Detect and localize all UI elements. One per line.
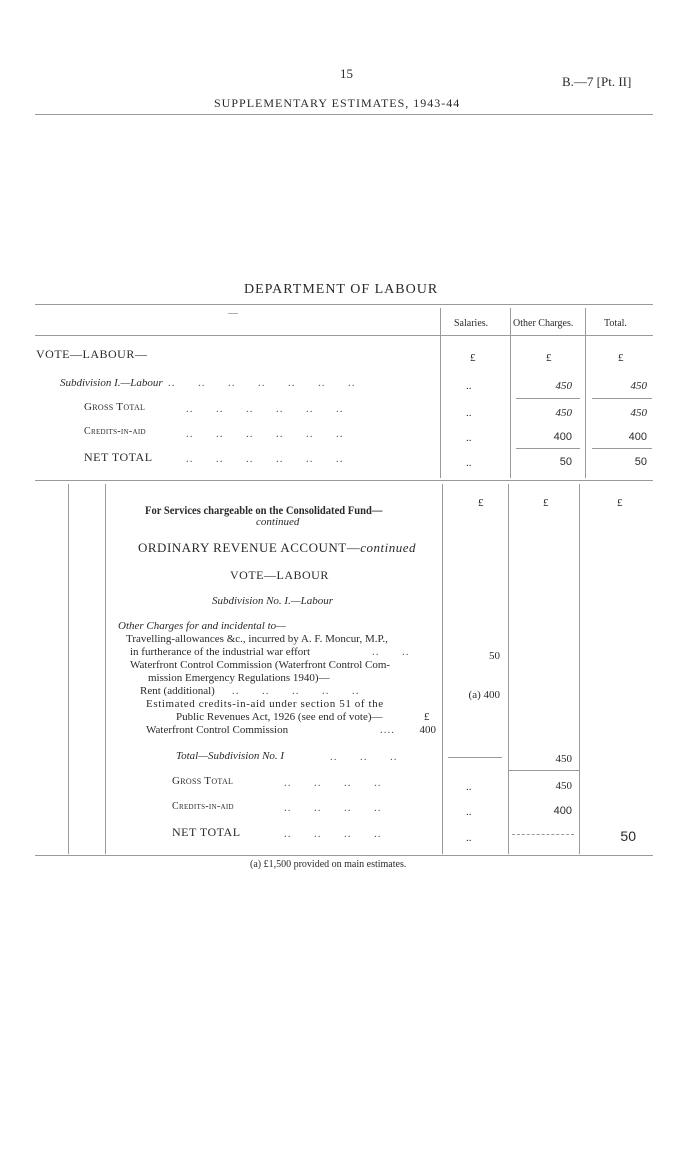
row-subdivision-total: 450 bbox=[630, 380, 647, 392]
sum-rule-total bbox=[592, 398, 652, 399]
net-rule-total bbox=[592, 448, 652, 449]
rent-label: Rent (additional) bbox=[140, 685, 215, 697]
row-gross-other: 450 bbox=[555, 407, 572, 419]
leader-dots: .. .. .. .. bbox=[284, 777, 382, 789]
row-gross-label: Gross Total bbox=[84, 401, 146, 413]
total-subdivision-amount: 450 bbox=[555, 753, 572, 765]
waterfront-line-1: Waterfront Control Commission (Waterfront Control Com- bbox=[130, 659, 391, 671]
detail-currency-3: £ bbox=[617, 497, 623, 509]
detail-subdivision-heading: Subdivision No. I.—Labour bbox=[212, 595, 334, 607]
row-gross-salaries: .. bbox=[466, 407, 472, 419]
ordinary-revenue-continued: continued bbox=[360, 540, 416, 555]
detail-credits-amount: 400 bbox=[553, 805, 572, 817]
ordinary-revenue-title: ORDINARY REVENUE ACCOUNT— bbox=[138, 540, 361, 555]
page-title: SUPPLEMENTARY ESTIMATES, 1943-44 bbox=[214, 96, 461, 110]
row-subdivision-salaries: .. bbox=[466, 380, 472, 392]
leader-dots: .. .. .. bbox=[330, 751, 398, 763]
footnote: (a) £1,500 provided on main estimates. bbox=[250, 859, 407, 870]
row-net-total: 50 bbox=[634, 456, 647, 468]
estimated-credits-line-1: Estimated credits-in-aid under section 51 of the bbox=[146, 698, 384, 710]
estimated-credits-currency: £ bbox=[424, 711, 430, 723]
detail-col-rule-2 bbox=[508, 484, 509, 854]
department-rule bbox=[35, 304, 653, 305]
col-rule-3 bbox=[585, 308, 586, 478]
consolidated-fund-continued: continued bbox=[256, 516, 300, 528]
net-dash-rule bbox=[512, 834, 574, 835]
rent-amount: (a) 400 bbox=[468, 689, 500, 701]
estimated-credits-line-2: Public Revenues Act, 1926 (see end of vote)— bbox=[176, 711, 383, 723]
consolidated-fund-heading: For Services chargeable on the Consolidated Fund— bbox=[145, 503, 383, 517]
leader-dots: .. .. bbox=[372, 646, 410, 658]
row-net-salaries: .. bbox=[466, 457, 472, 469]
travel-line-1: Travelling-allowances &c., incurred by A. F. Moncur, M.P., bbox=[126, 633, 388, 645]
row-subdivision-label: Subdivision I.—Labour bbox=[60, 377, 163, 389]
total-subdivision-label: Total—Subdivision No. I bbox=[176, 750, 285, 762]
leader-dots: .. .. .. .. bbox=[284, 828, 382, 840]
summary-bottom-rule bbox=[35, 480, 653, 481]
detail-currency-1: £ bbox=[478, 497, 484, 509]
department-title: DEPARTMENT OF LABOUR bbox=[244, 282, 439, 297]
travel-amount: 50 bbox=[489, 650, 500, 662]
currency-salaries: £ bbox=[470, 352, 476, 364]
currency-total: £ bbox=[618, 352, 624, 364]
row-credits-other: 400 bbox=[553, 431, 572, 443]
column-header-blank: — bbox=[228, 308, 238, 319]
leader-dots: .. .. .. .. .. .. .. bbox=[168, 377, 356, 389]
estimated-credits-line-3: Waterfront Control Commission bbox=[146, 724, 289, 736]
col-rule-1 bbox=[440, 308, 441, 478]
detail-col-rule-3 bbox=[579, 484, 580, 854]
leader-dots: .. .. .. .. .. .. bbox=[186, 403, 344, 415]
detail-net-amount: 50 bbox=[620, 828, 636, 844]
page-reference: B.—7 [Pt. II] bbox=[562, 74, 632, 89]
total-sum-rule bbox=[508, 770, 579, 771]
row-credits-total: 400 bbox=[628, 431, 647, 443]
total-dash-rule bbox=[448, 757, 502, 758]
page-number: 15 bbox=[340, 66, 353, 81]
currency-other: £ bbox=[546, 352, 552, 364]
detail-gross-salaries: .. bbox=[466, 781, 472, 793]
detail-credits-salaries: .. bbox=[466, 806, 472, 818]
col-header-salaries: Salaries. bbox=[454, 318, 489, 329]
detail-col-rule-1 bbox=[442, 484, 443, 854]
travel-line-2: in furtherance of the industrial war effort bbox=[130, 646, 311, 658]
estimated-credits-dots: .... bbox=[380, 724, 395, 736]
ordinary-revenue-heading bbox=[138, 540, 416, 556]
detail-gross-label: Gross Total bbox=[172, 775, 234, 787]
net-rule-other bbox=[516, 448, 580, 449]
other-charges-label: Other Charges for and incidental to— bbox=[118, 620, 286, 632]
leader-dots: .. .. .. .. .. .. bbox=[186, 453, 344, 465]
detail-net-label: NET TOTAL bbox=[172, 825, 241, 839]
col-header-total: Total. bbox=[604, 318, 627, 329]
leader-dots: .. .. .. .. .. bbox=[232, 685, 360, 697]
detail-bottom-rule bbox=[35, 855, 653, 856]
detail-gross-amount: 450 bbox=[555, 780, 572, 792]
row-credits-salaries: .. bbox=[466, 432, 472, 444]
row-net-label: NET TOTAL bbox=[84, 450, 153, 464]
estimated-credits-amount: 400 bbox=[419, 724, 436, 736]
vote-label: VOTE—LABOUR— bbox=[36, 347, 148, 361]
row-subdivision-other: 450 bbox=[555, 380, 572, 392]
header-rule bbox=[35, 114, 653, 115]
detail-net-salaries: .. bbox=[466, 832, 472, 844]
waterfront-line-2: mission Emergency Regulations 1940)— bbox=[148, 672, 330, 684]
detail-left-rule-2 bbox=[105, 484, 106, 854]
row-gross-total: 450 bbox=[630, 407, 647, 419]
detail-credits-label: Credits-in-aid bbox=[172, 801, 234, 812]
detail-left-rule-1 bbox=[68, 484, 69, 854]
row-net-other: 50 bbox=[559, 456, 572, 468]
leader-dots: .. .. .. .. .. .. bbox=[186, 428, 344, 440]
detail-vote-heading: VOTE—LABOUR bbox=[230, 568, 329, 582]
row-credits-label: Credits-in-aid bbox=[84, 426, 146, 437]
detail-currency-2: £ bbox=[543, 497, 549, 509]
leader-dots: .. .. .. .. bbox=[284, 802, 382, 814]
col-header-other-charges: Other Charges. bbox=[513, 318, 574, 329]
col-rule-2 bbox=[510, 308, 511, 478]
sum-rule-other bbox=[516, 398, 580, 399]
column-header-rule bbox=[35, 335, 653, 336]
